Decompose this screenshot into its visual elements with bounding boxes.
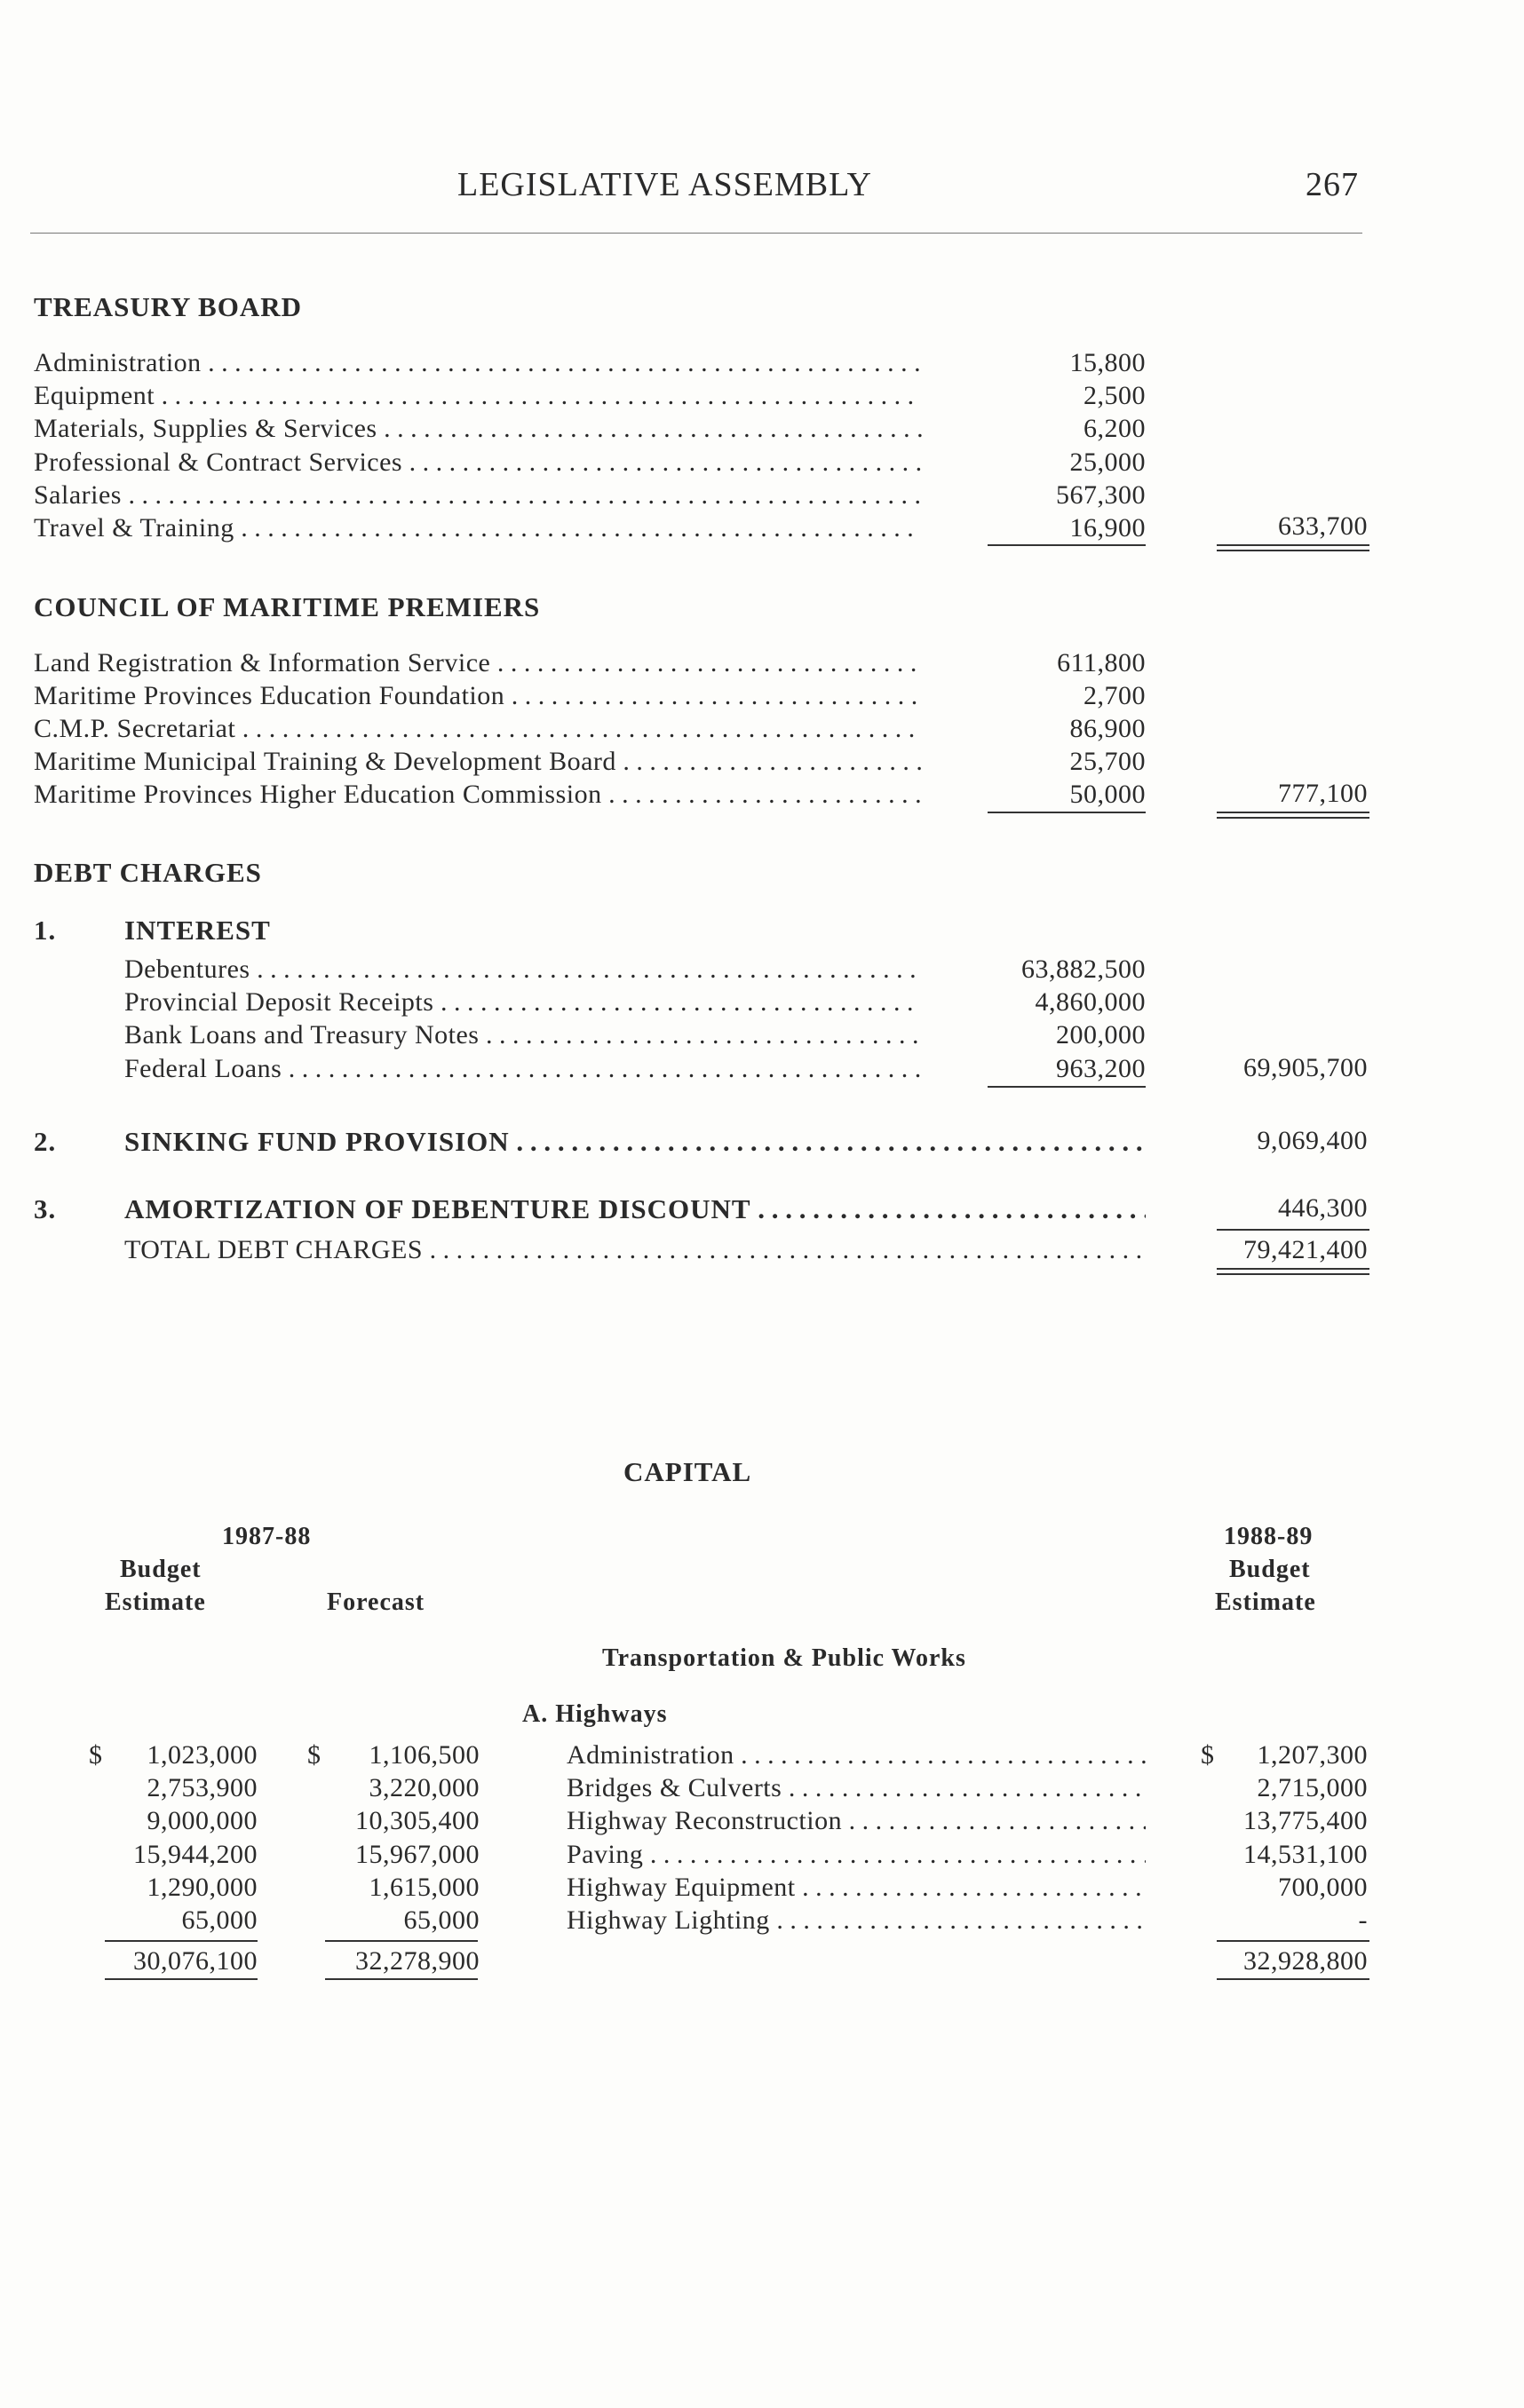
interest-item-label: Provincial Deposit Receipts . . . — [124, 987, 922, 1018]
treasury-board-item-label: Salaries . . . — [34, 480, 922, 511]
amortization-label: AMORTIZATION OF DEBENTURE DISCOUNT . . . — [124, 1193, 1146, 1225]
sinking-number: 2. — [34, 1126, 57, 1157]
interest-item-amount: 4,860,000 — [1035, 987, 1146, 1017]
treasury-board-item-amount: 25,000 — [1069, 448, 1146, 477]
estimate-value: 1,207,300 — [1257, 1740, 1368, 1770]
council-item-label: Land Registration & Information Service . . . — [34, 648, 922, 678]
interest-item-label: Bank Loans and Treasury Notes . . . — [124, 1020, 922, 1050]
treasury-board-item-label: Travel & Training . . . — [34, 513, 922, 543]
header-rule — [30, 233, 1362, 234]
total-debt-rule-2 — [1217, 1273, 1369, 1275]
page-number: 267 — [1306, 166, 1359, 203]
interest-item-label: Federal Loans . . . — [124, 1054, 922, 1084]
budget-value: 15,944,200 — [133, 1840, 258, 1869]
total-debt-rule-1 — [1217, 1268, 1369, 1270]
highway-item-label: Paving . . . — [567, 1840, 1146, 1870]
forecast-value: 65,000 — [403, 1905, 480, 1935]
forecast-total-underline — [325, 1978, 478, 1980]
council-total-rule-2 — [1217, 817, 1369, 819]
council-item-label: Maritime Municipal Training & Development Board . . . — [34, 747, 922, 777]
council-item-amount: 611,800 — [1057, 648, 1146, 677]
council-item-amount: 2,700 — [1083, 681, 1146, 710]
council-item-label: C.M.P. Secretariat . . . — [34, 714, 922, 744]
budget-total-underline — [105, 1978, 258, 1980]
right-estimate-header: Estimate — [1215, 1588, 1316, 1616]
sinking-amount: 9,069,400 — [1257, 1126, 1368, 1155]
highway-item-label: Highway Reconstruction . . . — [567, 1806, 1146, 1836]
estimate-currency-sign: $ — [1201, 1740, 1215, 1770]
forecast-total-rule — [325, 1940, 478, 1942]
forecast-header: Forecast — [327, 1588, 425, 1616]
forecast-currency-sign: $ — [307, 1740, 321, 1770]
budget-total-rule — [105, 1940, 258, 1942]
forecast-value: 15,967,000 — [355, 1840, 480, 1869]
highways-subheading: A. Highways — [522, 1700, 668, 1728]
highway-item-label: Bridges & Culverts . . . — [567, 1773, 1146, 1803]
council-item-label: Maritime Provinces Higher Education Commission . . . — [34, 780, 922, 810]
capital-heading: CAPITAL — [623, 1456, 752, 1487]
treasury-board-total: 633,700 — [1278, 511, 1368, 541]
council-item-amount: 25,700 — [1069, 747, 1146, 776]
forecast-value: 1,615,000 — [369, 1873, 480, 1902]
budget-value: 1,023,000 — [147, 1740, 258, 1770]
council-heading: COUNCIL OF MARITIME PREMIERS — [34, 591, 541, 622]
estimate-total-rule — [1217, 1940, 1369, 1942]
council-item-label: Maritime Provinces Education Foundation . . . — [34, 681, 922, 711]
budget-currency-sign: $ — [89, 1740, 103, 1770]
highway-item-label: Administration . . . — [567, 1740, 1146, 1770]
council-subtotal-rule — [988, 812, 1146, 813]
treasury-board-total-rule-2 — [1217, 550, 1369, 551]
council-total: 777,100 — [1278, 779, 1368, 808]
treasury-board-item-amount: 15,800 — [1069, 348, 1146, 377]
estimate-value: 700,000 — [1278, 1873, 1368, 1902]
highway-item-label: Highway Lighting . . . — [567, 1905, 1146, 1936]
amortization-underline — [1217, 1229, 1369, 1231]
left-estimate-header: Estimate — [105, 1588, 206, 1616]
estimate-total-underline — [1217, 1978, 1369, 1980]
interest-item-amount: 63,882,500 — [1021, 954, 1146, 984]
budget-value: 1,290,000 — [147, 1873, 258, 1902]
treasury-board-item-label: Administration . . . — [34, 348, 922, 378]
budget-total: 30,076,100 — [133, 1946, 258, 1976]
left-year-header: 1987-88 — [222, 1523, 312, 1550]
forecast-value: 1,106,500 — [369, 1740, 480, 1770]
treasury-board-subtotal-rule — [988, 544, 1146, 546]
left-budget-header: Budget — [120, 1556, 202, 1583]
forecast-total: 32,278,900 — [355, 1946, 480, 1976]
estimate-value: 13,775,400 — [1243, 1806, 1368, 1835]
right-budget-header: Budget — [1229, 1556, 1311, 1583]
total-debt-amount: 79,421,400 — [1243, 1235, 1368, 1264]
budget-value: 9,000,000 — [147, 1806, 258, 1835]
interest-number: 1. — [34, 915, 57, 946]
treasury-board-item-label: Materials, Supplies & Services . . . — [34, 414, 922, 444]
amortization-number: 3. — [34, 1193, 57, 1224]
page-title: LEGISLATIVE ASSEMBLY — [457, 166, 872, 203]
forecast-value: 3,220,000 — [369, 1773, 480, 1802]
estimate-value: 2,715,000 — [1257, 1773, 1368, 1802]
interest-heading: INTEREST — [124, 915, 271, 946]
treasury-board-item-amount: 16,900 — [1069, 513, 1146, 543]
treasury-board-item-amount: 6,200 — [1083, 414, 1146, 443]
right-year-header: 1988-89 — [1224, 1523, 1314, 1550]
interest-subtotal-rule — [988, 1086, 1146, 1088]
treasury-board-item-label: Equipment . . . — [34, 381, 922, 411]
budget-value: 2,753,900 — [147, 1773, 258, 1802]
treasury-board-item-amount: 567,300 — [1056, 480, 1146, 510]
estimate-value: 14,531,100 — [1243, 1840, 1368, 1869]
sinking-label: SINKING FUND PROVISION . . . — [124, 1126, 1146, 1158]
council-item-amount: 86,900 — [1069, 714, 1146, 743]
amortization-amount: 446,300 — [1278, 1193, 1368, 1223]
interest-item-amount: 200,000 — [1056, 1020, 1146, 1050]
department-heading: Transportation & Public Works — [602, 1644, 966, 1672]
estimate-value: - — [1358, 1905, 1368, 1935]
treasury-board-item-label: Professional & Contract Services . . . — [34, 448, 922, 478]
total-debt-label: TOTAL DEBT CHARGES . . . — [124, 1235, 1146, 1265]
treasury-board-total-rule — [1217, 544, 1369, 546]
highway-item-label: Highway Equipment . . . — [567, 1873, 1146, 1903]
debt-charges-heading: DEBT CHARGES — [34, 857, 262, 888]
forecast-value: 10,305,400 — [355, 1806, 480, 1835]
interest-item-amount: 963,200 — [1056, 1054, 1146, 1083]
treasury-board-item-amount: 2,500 — [1083, 381, 1146, 410]
council-item-amount: 50,000 — [1069, 780, 1146, 809]
budget-value: 65,000 — [181, 1905, 258, 1935]
treasury-board-heading: TREASURY BOARD — [34, 291, 302, 322]
estimate-total: 32,928,800 — [1243, 1946, 1368, 1976]
interest-total: 69,905,700 — [1243, 1053, 1368, 1082]
interest-item-label: Debentures . . . — [124, 954, 922, 985]
council-total-rule — [1217, 812, 1369, 813]
